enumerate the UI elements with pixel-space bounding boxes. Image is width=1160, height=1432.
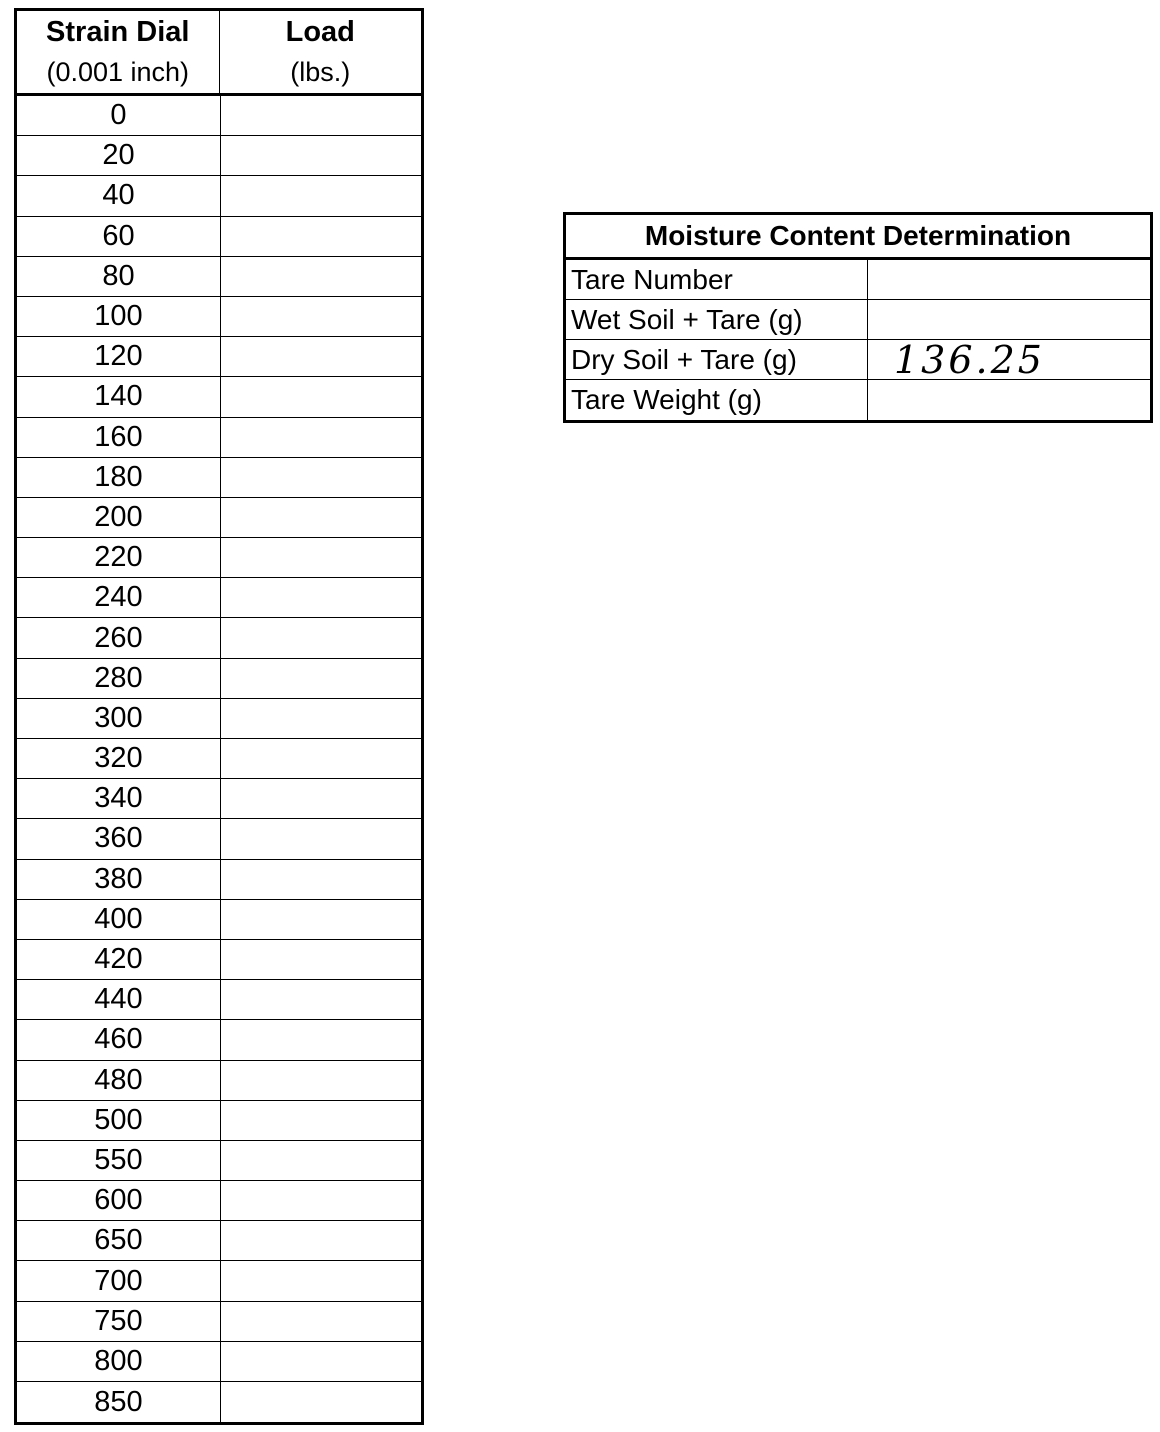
strain-dial-cell: 300 [17,699,221,738]
strain-dial-cell: 100 [17,297,221,336]
table-row [17,739,421,779]
load-cell[interactable] [221,618,421,657]
load-cell[interactable] [221,699,421,738]
strain-dial-cell: 480 [17,1061,221,1100]
load-cell[interactable] [221,538,421,577]
load-cell[interactable] [221,96,421,135]
strain-dial-cell: 420 [17,940,221,979]
table-row [17,618,421,658]
load-cell[interactable] [221,1221,421,1260]
load-cell[interactable] [221,860,421,899]
table-row [17,297,421,337]
strain-dial-cell: 600 [17,1181,221,1220]
strain-dial-cell: 440 [17,980,221,1019]
load-header [220,11,422,93]
strain-table-body [17,96,421,1422]
strain-dial-cell: 380 [17,860,221,899]
table-row [17,418,421,458]
moisture-label-cell: Wet Soil + Tare (g) [566,300,868,339]
strain-dial-cell: 80 [17,257,221,296]
table-row [17,659,421,699]
moisture-value-cell[interactable] [868,260,1150,299]
table-row [17,980,421,1020]
moisture-table-body [566,260,1150,420]
load-cell[interactable] [221,1061,421,1100]
load-cell[interactable] [221,980,421,1019]
table-row [17,1141,421,1181]
table-row [17,1261,421,1301]
strain-table-header [17,11,421,96]
strain-dial-title: Strain Dial [46,16,190,49]
load-cell[interactable] [221,1261,421,1300]
strain-dial-cell: 400 [17,900,221,939]
strain-dial-cell: 20 [17,136,221,175]
table-row [17,217,421,257]
load-cell[interactable] [221,297,421,336]
load-cell[interactable] [221,1141,421,1180]
strain-dial-cell: 280 [17,659,221,698]
load-cell[interactable] [221,578,421,617]
load-cell[interactable] [221,1020,421,1059]
load-title: Load [285,16,355,49]
strain-dial-cell: 460 [17,1020,221,1059]
table-row [17,1061,421,1101]
table-row [17,940,421,980]
table-row [17,1382,421,1422]
strain-dial-cell: 200 [17,498,221,537]
load-cell[interactable] [221,779,421,818]
strain-dial-cell: 750 [17,1302,221,1341]
strain-dial-cell: 500 [17,1101,221,1140]
table-row [17,1302,421,1342]
table-row [17,860,421,900]
load-cell[interactable] [221,176,421,215]
load-cell[interactable] [221,1342,421,1381]
load-unit: (lbs.) [290,57,351,88]
load-cell[interactable] [221,418,421,457]
table-row [17,1101,421,1141]
table-row [17,538,421,578]
moisture-value-cell[interactable] [868,380,1150,420]
strain-dial-cell: 340 [17,779,221,818]
table-row [17,257,421,297]
moisture-label-cell: Tare Weight (g) [566,380,868,420]
strain-dial-cell: 550 [17,1141,221,1180]
table-row [17,1221,421,1261]
moisture-value-cell[interactable]: 136.25 [894,337,1045,382]
table-row [17,176,421,216]
load-cell[interactable] [221,659,421,698]
table-row [566,337,1150,382]
strain-dial-cell: 320 [17,739,221,778]
strain-load-table [14,8,424,1425]
load-cell[interactable] [221,458,421,497]
strain-dial-cell: 40 [17,176,221,215]
load-cell[interactable] [221,498,421,537]
load-cell[interactable] [221,819,421,858]
moisture-table-title: Moisture Content Determination [566,215,1150,260]
load-cell[interactable] [221,1101,421,1140]
table-row [17,136,421,176]
strain-dial-cell: 180 [17,458,221,497]
load-cell[interactable] [221,940,421,979]
strain-dial-cell: 160 [17,418,221,457]
table-row [566,380,1150,420]
load-cell[interactable] [221,257,421,296]
moisture-content-table [563,212,1153,423]
strain-dial-cell: 140 [17,377,221,416]
load-cell[interactable] [221,1181,421,1220]
table-row [17,819,421,859]
table-row [17,779,421,819]
load-cell[interactable] [221,217,421,256]
strain-dial-cell: 220 [17,538,221,577]
table-row [17,1020,421,1060]
moisture-value-cell[interactable] [868,300,1150,339]
table-row [566,260,1150,300]
load-cell[interactable] [221,1302,421,1341]
table-row [17,1342,421,1382]
load-cell[interactable] [221,900,421,939]
table-row [17,578,421,618]
strain-dial-cell: 0 [17,96,221,135]
table-row [17,1181,421,1221]
strain-dial-unit: (0.001 inch) [46,57,190,88]
table-row [17,498,421,538]
load-cell[interactable] [221,136,421,175]
table-row [17,458,421,498]
table-row [17,96,421,136]
strain-dial-cell: 800 [17,1342,221,1381]
strain-dial-cell: 700 [17,1261,221,1300]
load-cell[interactable] [221,377,421,416]
table-row [17,900,421,940]
table-row [17,377,421,417]
load-cell[interactable] [221,337,421,376]
load-cell[interactable] [221,739,421,778]
strain-dial-cell: 360 [17,819,221,858]
moisture-label-cell: Dry Soil + Tare (g) [566,340,868,379]
table-row [17,699,421,739]
strain-dial-cell: 60 [17,217,221,256]
strain-dial-cell: 650 [17,1221,221,1260]
strain-dial-header [17,11,220,93]
strain-dial-cell: 850 [17,1382,221,1422]
table-row [566,300,1150,340]
strain-dial-cell: 240 [17,578,221,617]
strain-dial-cell: 120 [17,337,221,376]
moisture-label-cell: Tare Number [566,260,868,299]
load-cell[interactable] [221,1382,421,1422]
strain-dial-cell: 260 [17,618,221,657]
table-row [17,337,421,377]
